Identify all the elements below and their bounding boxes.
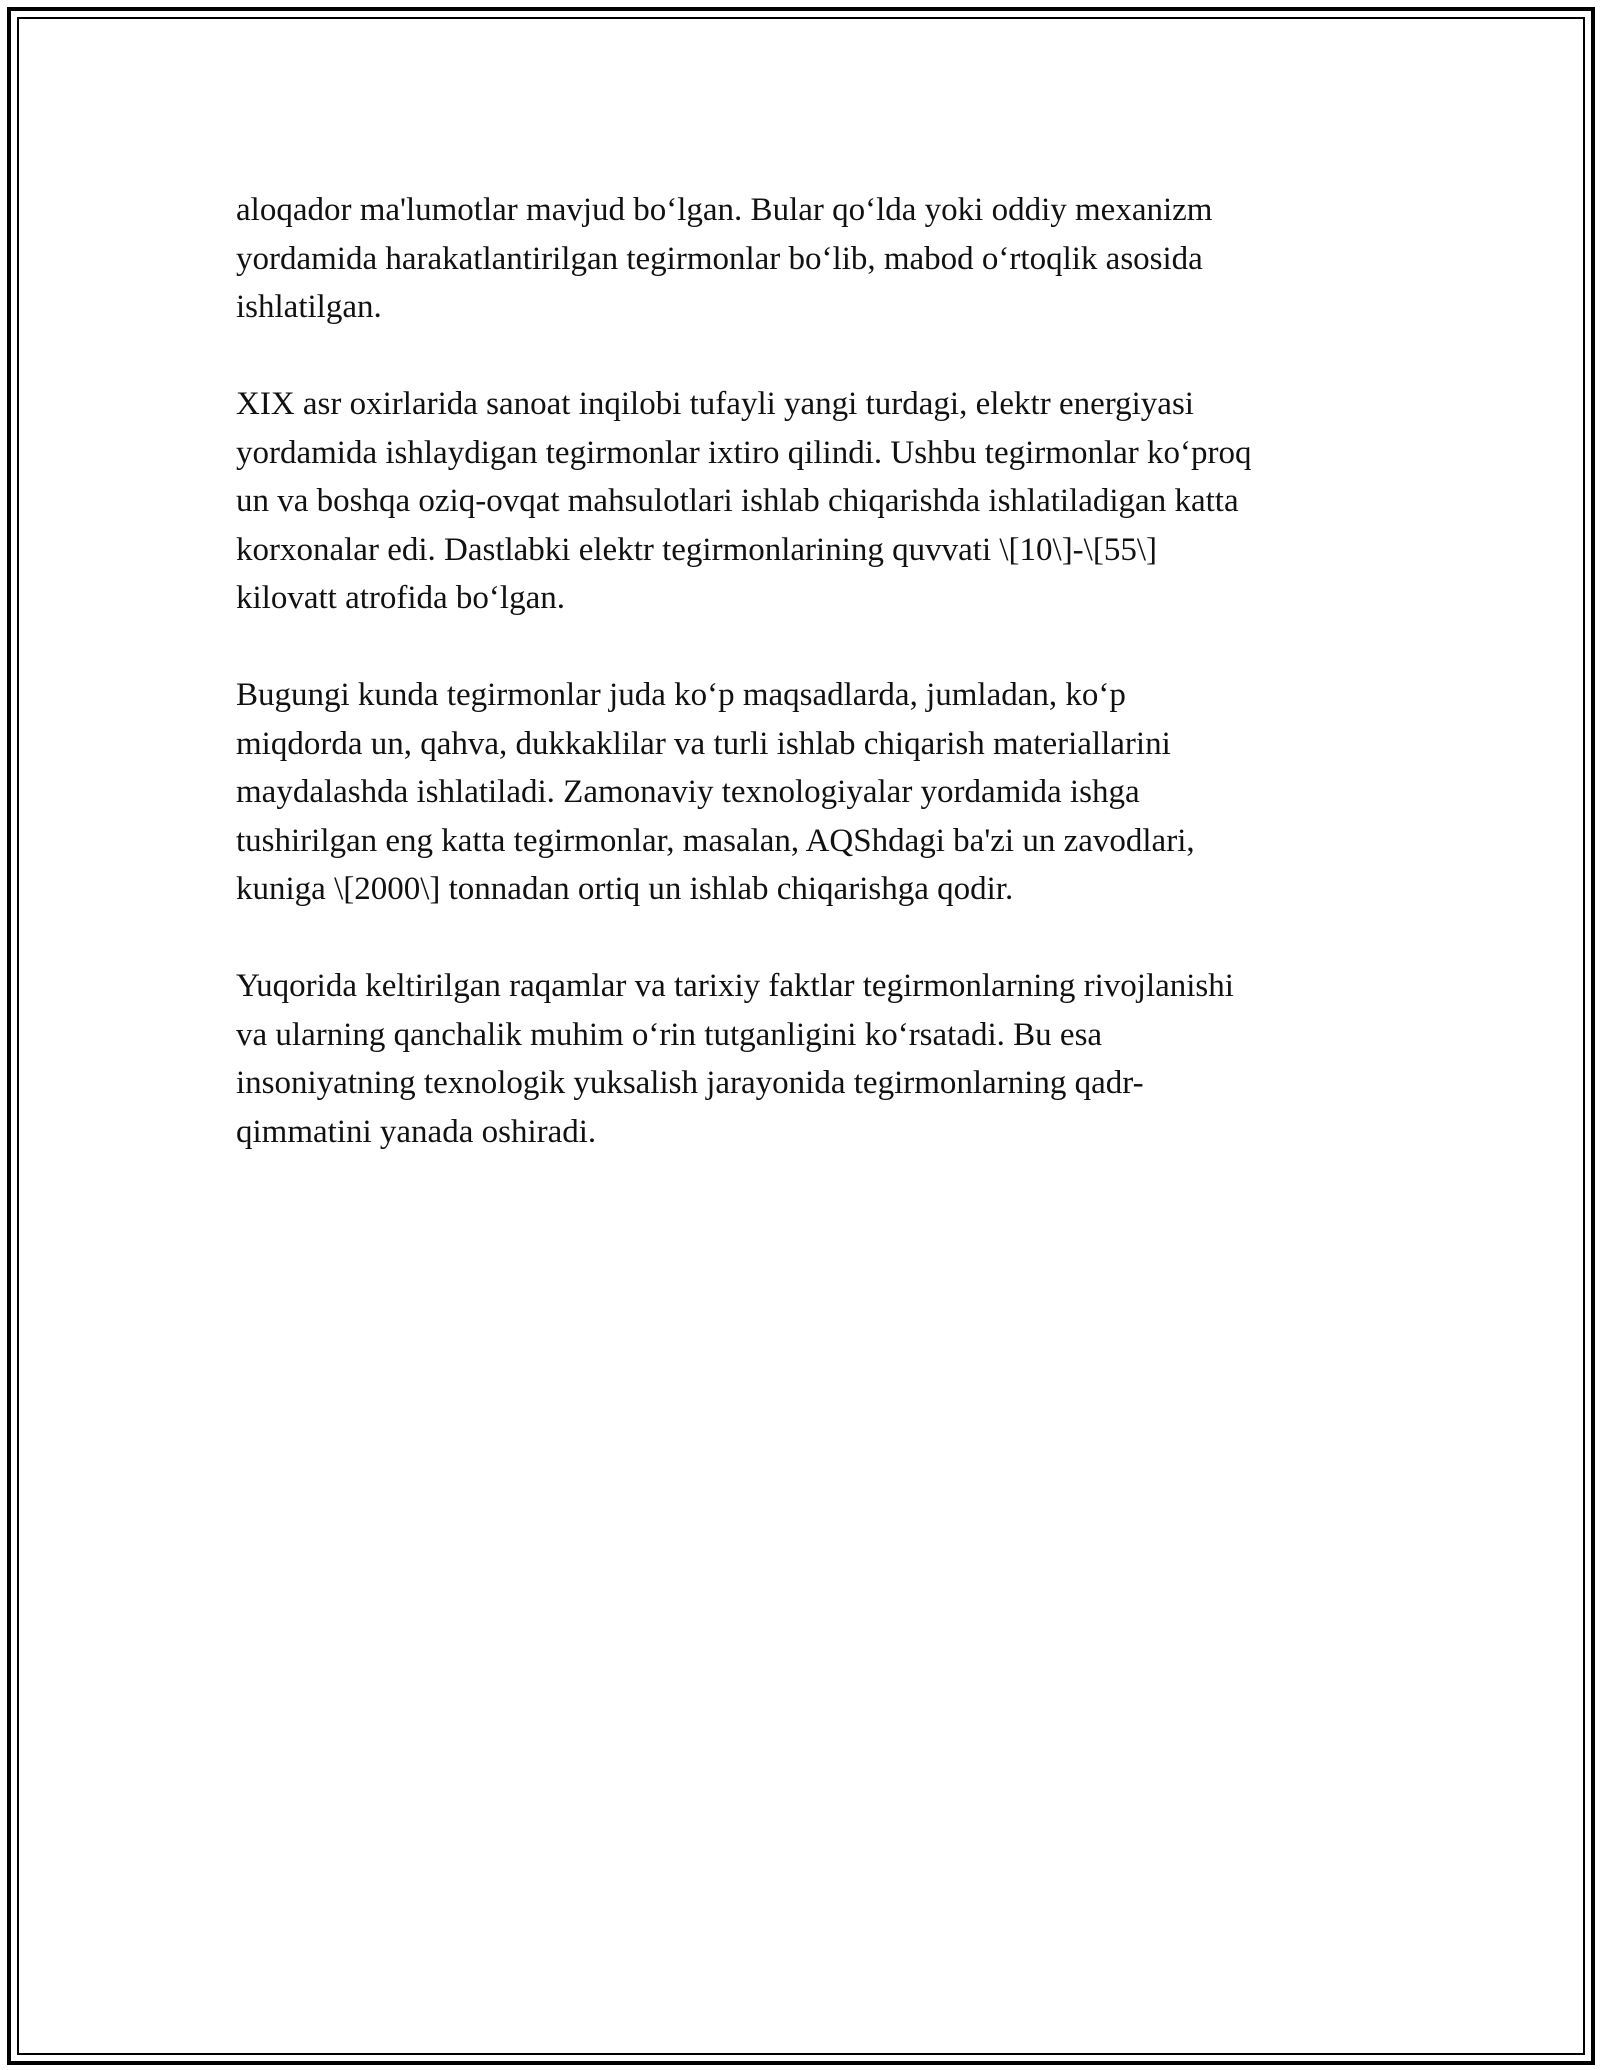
text-line: va ularning qanchalik muhim o‘rin tutganligini ko‘rsatadi. Bu esa — [236, 1016, 1103, 1053]
paragraph-3 — [236, 671, 1386, 914]
text-line: aloqador ma'lumotlar mavjud bo‘lgan. Bular qo‘lda yoki oddiy mexanizm — [236, 192, 1213, 228]
text-line: miqdorda un, qahva, dukkaklilar va turli ishlab chiqarish materiallarini — [236, 725, 1171, 762]
paragraph-4 — [236, 962, 1386, 1156]
text-line: korxonalar edi. Dastlabki elektr tegirmonlarining quvvati \[10\]-\[55\] — [236, 531, 1157, 568]
text-line: XIX asr oxirlarida sanoat inqilobi tufayli yangi turdagi, elektr energiyasi — [236, 386, 1194, 422]
text-line: Yuqorida keltirilgan raqamlar va tarixiy faktlar tegirmonlarning rivojlanishi — [236, 968, 1234, 1004]
text-line: insoniyatning texnologik yuksalish jarayonida tegirmonlarning qadr- — [236, 1065, 1144, 1101]
paragraph-1 — [236, 186, 1386, 332]
text-line: yordamida harakatlantirilgan tegirmonlar bo‘lib, mabod o‘rtoqlik asosida — [236, 240, 1203, 277]
text-line: tushirilgan eng katta tegirmonlar, masalan, AQShdagi ba'zi un zavodlari, — [236, 822, 1195, 859]
text-line: qimmatini yanada oshiradi. — [236, 1113, 597, 1150]
text-line: maydalashda ishlatiladi. Zamonaviy texnologiyalar yordamida ishga — [236, 774, 1140, 810]
text-line: un va boshqa oziq-ovqat mahsulotlari ishlab chiqarishda ishlatiladigan katta — [236, 483, 1239, 519]
text-line: yordamida ishlaydigan tegirmonlar ixtiro qilindi. Ushbu tegirmonlar ko‘proq — [236, 434, 1252, 471]
paragraph-2 — [236, 380, 1386, 623]
text-line: Bugungi kunda tegirmonlar juda ko‘p maqsadlarda, jumladan, ko‘p — [236, 677, 1126, 713]
document-body — [236, 186, 1386, 1205]
text-line: kilovatt atrofida bo‘lgan. — [236, 580, 565, 616]
text-line: ishlatilgan. — [236, 289, 382, 325]
text-line: kuniga \[2000\] tonnadan ortiq un ishlab chiqarishga qodir. — [236, 871, 1014, 907]
